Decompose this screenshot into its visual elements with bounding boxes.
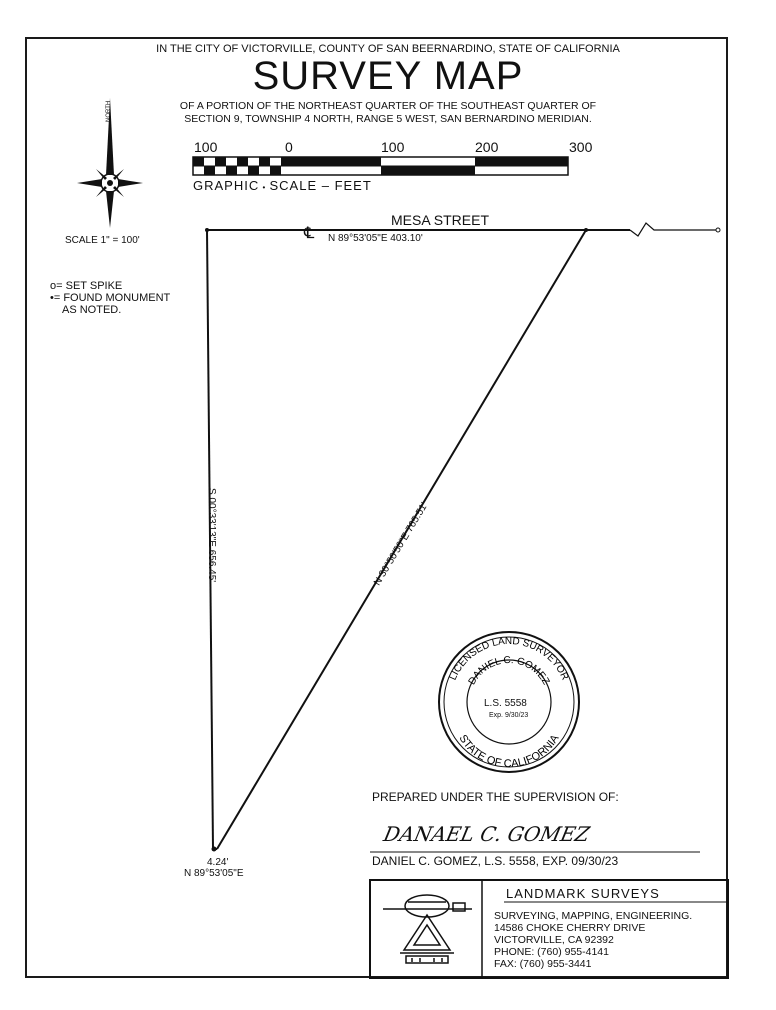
scale-tick-label: 300 <box>569 139 593 155</box>
map-title: SURVEY MAP <box>252 54 524 98</box>
company-fax: FAX: (760) 955-3441 <box>494 958 592 970</box>
spike-marker <box>212 847 217 852</box>
scale-tick-label: 0 <box>285 139 293 155</box>
legend-set-spike: o= SET SPIKE <box>50 280 123 292</box>
seal-license-number: L.S. 5558 <box>484 698 527 709</box>
svg-text:STATE OF CALIFORNIA: STATE OF CALIFORNIA <box>456 732 562 771</box>
description-line-1: OF A PORTION OF THE NORTHEAST QUARTER OF THE SOUTHEAST QUARTER OF <box>179 100 597 112</box>
company-phone: PHONE: (760) 955-4141 <box>494 946 609 958</box>
surveyor-signature: DANAEL C. GOMEZ <box>381 822 592 846</box>
company-name: LANDMARK SURVEYS <box>506 886 660 901</box>
south-line-bearing: N 89°53'05"E <box>184 868 244 879</box>
scale-ratio-text: SCALE 1" = 100' <box>65 235 140 246</box>
legend-as-noted: AS NOTED. <box>62 304 122 316</box>
surveyor-printed-name: DANIEL C. GOMEZ, L.S. 5558, EXP. 09/30/23 <box>372 854 619 868</box>
graphic-scale-bar <box>193 157 568 175</box>
street-name: MESA STREET <box>391 212 490 228</box>
spike-symbol-icon: o <box>50 280 57 292</box>
company-services: SURVEYING, MAPPING, ENGINEERING. <box>494 910 693 922</box>
west-line-bearing: S 00°33'13"E 656.45' <box>206 488 217 583</box>
svg-text:DANIEL C. GOMEZ: DANIEL C. GOMEZ <box>466 654 552 687</box>
scale-caption: GRAPHIC • SCALE – FEET <box>193 178 372 193</box>
diagonal-line-bearing: N 30°50'50"E 765.51' <box>372 500 431 588</box>
surveyor-level-logo-icon <box>383 895 472 963</box>
north-line-bearing: N 89°53'05"E 403.10' <box>328 233 423 244</box>
scale-tick-label: 100 <box>194 139 218 155</box>
prepared-by-label: PREPARED UNDER THE SUPERVISION OF: <box>372 790 619 804</box>
south-line-distance: 4.24' <box>207 857 229 868</box>
centerline-icon: ℄ <box>304 225 315 242</box>
legend-found-monument: •= FOUND MONUMENT <box>50 292 171 304</box>
scale-tick-label: 100 <box>381 139 405 155</box>
company-address-line-1: 14586 CHOKE CHERRY DRIVE <box>494 922 646 934</box>
north-label: NORTH <box>106 100 112 122</box>
scale-tick-label: 200 <box>475 139 499 155</box>
svg-text:LICENSED LAND SURVEYOR: LICENSED LAND SURVEYOR <box>447 636 571 682</box>
monument-symbol-icon: • <box>50 292 54 304</box>
location-line: IN THE CITY OF VICTORVILLE, COUNTY OF SAN BEERNARDINO, STATE OF CALIFORNIA <box>156 43 620 55</box>
company-address-line-2: VICTORVILLE, CA 92392 <box>494 934 614 946</box>
description-line-2: SECTION 9, TOWNSHIP 4 NORTH, RANGE 5 WEST, SAN BERNARDINO MERIDIAN. <box>184 113 592 125</box>
seal-expiration: Exp. 9/30/23 <box>489 712 529 719</box>
